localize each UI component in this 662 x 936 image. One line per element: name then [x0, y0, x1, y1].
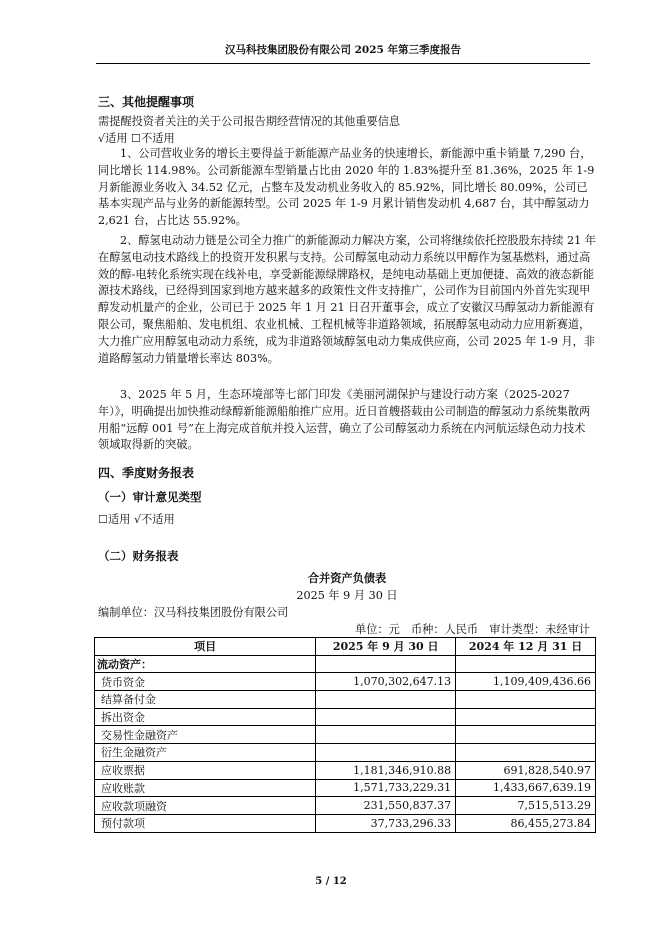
- paragraph-3: 3、2025 年 5 月，生态环境部等七部门印发《美丽河湖保护与建设行动方案（2025-2027 年）》，明确提出加快推动绿醇新能源船舶推广应用。近日首艘搭载由公司制造的醇氢动力系统集散两用船“远醇 001 号”在上海完成首航并投入运营，确立了公司醇氢动力系统在内河航运绿色动力技术领域取得新的突破。: [98, 388, 591, 452]
- balance-sheet-table: [94, 637, 596, 833]
- row-value-2025: [316, 726, 456, 744]
- audit-checkbox: ☐适用 √不适用: [98, 513, 175, 526]
- row-value-2025: 37,733,296.33: [316, 814, 456, 832]
- row-value-2024: 7,515,513.29: [456, 797, 596, 815]
- section-row: [95, 655, 596, 673]
- row-item: 应收款项融资: [95, 797, 316, 815]
- row-item: 交易性金融资产: [95, 726, 316, 744]
- row-value-2024: 691,828,540.97: [456, 761, 596, 779]
- row-value-2025: 1,181,346,910.88: [316, 761, 456, 779]
- applicability-checkbox: √适用 ☐不适用: [98, 132, 175, 145]
- table-row: [95, 673, 596, 691]
- section-heading-financial-statements: 四、季度财务报表: [98, 466, 195, 480]
- table-header-row: [95, 638, 596, 656]
- row-item: 结算备付金: [95, 691, 316, 709]
- paragraph-1: 1、公司营收业务的增长主要得益于新能源产品业务的快速增长，新能源中重卡销量 7,290 台，同比增长 114.98%。公司新能源车型销量占比由 2020 年的 1.83%提升至 81.36%，2025 年 1-9 月新能源业务收入 34.52 亿元，占整车及发动机业务收入的 85.92%，同比增长 80.09%，公司已基本实现产品与业务的新能源转型。公司 2025 年 1-9 月累计销售发动机 4,687 台，其中醇氢动力 2,621 台，占比达 55.92%。: [98, 147, 595, 228]
- row-item: 应收票据: [95, 761, 316, 779]
- page-number: 5 / 12: [315, 876, 347, 887]
- table-row: [95, 744, 596, 762]
- row-value-2025: 1,571,733,229.31: [316, 779, 456, 797]
- row-value-2024: 1,109,409,436.66: [456, 673, 596, 691]
- table-row: [95, 779, 596, 797]
- section-heading-other-reminders: 三、其他提醒事项: [98, 95, 195, 109]
- table-row: [95, 797, 596, 815]
- row-value-2024: 86,455,273.84: [456, 814, 596, 832]
- row-item: 货币资金: [95, 673, 316, 691]
- row-value-2024: [456, 691, 596, 709]
- table-row: [95, 726, 596, 744]
- row-value-2024: [456, 708, 596, 726]
- table-row: [95, 761, 596, 779]
- section-label: 流动资产：: [95, 655, 316, 673]
- row-value-2025: [316, 691, 456, 709]
- report-header: 汉马科技集团股份有限公司 2025 年第三季度报告: [96, 42, 590, 64]
- row-value-2025: 231,550,837.37: [316, 797, 456, 815]
- column-header-item: 项目: [95, 638, 316, 656]
- row-value-2025: [316, 708, 456, 726]
- row-value-2025: [316, 744, 456, 762]
- row-value-2024: 1,433,667,639.19: [456, 779, 596, 797]
- section-intro: 需提醒投资者关注的关于公司报告期经营情况的其他重要信息: [98, 115, 401, 128]
- column-header-2025: 2025 年 9 月 30 日: [316, 638, 456, 656]
- table-title: 合并资产负债表: [307, 571, 387, 585]
- table-row: [95, 691, 596, 709]
- paragraph-2: 2、醇氢电动动力链是公司全力推广的新能源动力解决方案，公司将继续依托控股股东持续 21 年在醇氢电动技术路线上的投资开发积累与支持。公司醇氢电动动力系统以甲醇作为氢基燃料，通过高效的醇-电转化系统实现在线补电，享受新能源绿牌路权，是纯电动基础上更加便捷、高效的液态新能源技术路线，已经得到国家到地方越来越多的政策性文件支持推广，公司作为目前国内外首先实现甲醇发动机量产的企业，公司已于 2025 年 1 月 21 日召开董事会，成立了安徽汉马醇氢动力新能源有限公司，聚焦船舶、发电机组、农业机械、工程机械等非道路领域，拓展醇氢电动动力应用新赛道，大力推广应用醇氢电动动力系统，成为非道路领域醇氢电动力集成供应商，公司 2025 年 1-9 月，非道路醇氢动力销量增长率达 803%。: [98, 234, 596, 365]
- row-value-2024: [456, 744, 596, 762]
- table-row: [95, 708, 596, 726]
- subheading-financial-statements: （二）财务报表: [98, 549, 179, 563]
- subheading-audit-opinion: （一）审计意见类型: [98, 490, 202, 504]
- row-item: 应收账款: [95, 779, 316, 797]
- row-value-2024: [456, 726, 596, 744]
- table-row: [95, 814, 596, 832]
- row-item: 预付款项: [95, 814, 316, 832]
- row-value-2025: 1,070,302,647.13: [316, 673, 456, 691]
- table-date: 2025 年 9 月 30 日: [296, 589, 398, 602]
- column-header-2024: 2024 年 12 月 31 日: [456, 638, 596, 656]
- unit-line: 单位：元 币种：人民币 审计类型：未经审计: [355, 623, 590, 636]
- preparer: 编制单位：汉马科技集团股份有限公司: [98, 606, 289, 619]
- row-item: 衍生金融资产: [95, 744, 316, 762]
- row-item: 拆出资金: [95, 708, 316, 726]
